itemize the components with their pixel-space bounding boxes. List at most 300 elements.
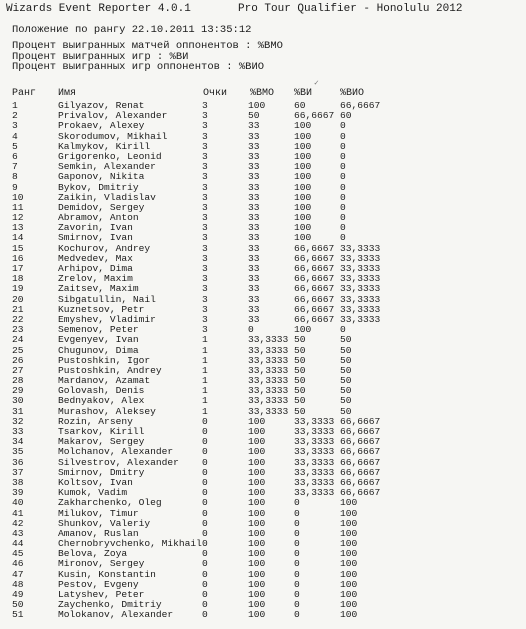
name-cell: Medvedev, Max xyxy=(58,253,133,264)
gw-cell: 66,6667 xyxy=(294,303,335,315)
omw-cell: 0 xyxy=(248,324,254,336)
gw-cell: 100 xyxy=(294,120,312,132)
table-row xyxy=(0,295,526,305)
table-row xyxy=(0,193,526,203)
ogw-cell: 0 xyxy=(340,130,346,142)
ogw-cell: 66,6667 xyxy=(340,456,381,468)
rank-cell: 35 xyxy=(12,446,24,458)
table-row xyxy=(0,610,526,620)
name-cell: Grigorenko, Leonid xyxy=(58,151,162,162)
ogw-cell: 100 xyxy=(340,578,358,590)
omw-cell: 33 xyxy=(248,303,260,315)
points-cell: 1 xyxy=(202,405,208,417)
name-cell: Golovash, Denis xyxy=(58,386,145,397)
rank-cell: 48 xyxy=(12,578,24,590)
points-cell: 1 xyxy=(202,344,208,356)
gw-cell: 100 xyxy=(294,212,312,224)
table-row xyxy=(0,213,526,223)
points-cell: 0 xyxy=(202,415,208,427)
ogw-cell: 100 xyxy=(340,538,358,550)
gw-cell: 100 xyxy=(294,201,312,213)
points-cell: 3 xyxy=(202,100,208,111)
ogw-cell: 50 xyxy=(340,395,352,407)
table-row xyxy=(0,121,526,131)
gw-cell: 0 xyxy=(294,517,300,529)
rank-cell: 41 xyxy=(12,507,24,519)
ogw-cell: 33,3333 xyxy=(340,263,381,274)
rank-cell: 3 xyxy=(12,120,18,132)
points-cell: 3 xyxy=(202,232,208,244)
omw-cell: 100 xyxy=(248,599,266,611)
omw-cell: 33 xyxy=(248,130,260,142)
ogw-cell: 100 xyxy=(340,497,358,509)
gw-cell: 100 xyxy=(294,140,312,152)
name-cell: Makarov, Sergey xyxy=(58,437,145,448)
omw-cell: 100 xyxy=(248,426,266,437)
table-row xyxy=(0,142,526,152)
omw-cell: 33 xyxy=(248,293,260,305)
ogw-cell: 100 xyxy=(340,609,358,621)
gw-cell: 100 xyxy=(294,171,312,183)
name-cell: Latyshev, Peter xyxy=(58,590,145,600)
points-cell: 1 xyxy=(202,385,208,397)
omw-cell: 33,3333 xyxy=(248,375,289,387)
points-cell: 3 xyxy=(202,110,208,122)
gw-cell: 66,6667 xyxy=(294,242,335,254)
rank-cell: 47 xyxy=(12,568,24,580)
legend-omw: Процент выигранных матчей оппонентов : %ВМО xyxy=(12,40,283,52)
points-cell: 0 xyxy=(202,476,208,488)
ogw-cell: 100 xyxy=(340,517,358,529)
ogw-cell: 33,3333 xyxy=(340,293,381,305)
standings-table xyxy=(0,101,526,621)
omw-cell: 33 xyxy=(248,313,260,325)
ogw-cell: 100 xyxy=(340,568,358,580)
gw-cell: 66,6667 xyxy=(294,263,335,274)
gw-cell: 50 xyxy=(294,375,306,387)
rank-cell: 19 xyxy=(12,283,24,295)
omw-cell: 100 xyxy=(248,568,266,580)
name-cell: Gaponov, Nikita xyxy=(58,172,145,183)
name-cell: Chernobryvchenko, Mikhail xyxy=(58,539,202,550)
rank-cell: 5 xyxy=(12,140,18,152)
ogw-cell: 0 xyxy=(340,324,346,336)
name-cell: Demidov, Sergey xyxy=(58,202,145,213)
ogw-cell: 100 xyxy=(340,558,358,570)
ogw-cell: 33,3333 xyxy=(340,252,381,264)
omw-cell: 33,3333 xyxy=(248,344,289,356)
name-cell: Mardanov, Azamat xyxy=(58,376,151,387)
gw-cell: 0 xyxy=(294,578,300,590)
ogw-cell: 100 xyxy=(340,548,358,560)
points-cell: 0 xyxy=(202,497,208,509)
rank-cell: 16 xyxy=(12,252,24,264)
table-row xyxy=(0,274,526,284)
ogw-cell: 50 xyxy=(340,354,352,366)
legend-ogw: Процент выигранных игр оппонентов : %ВИО xyxy=(12,61,265,73)
rank-cell: 22 xyxy=(12,313,24,325)
points-cell: 3 xyxy=(202,313,208,325)
gw-cell: 33,3333 xyxy=(294,436,335,448)
name-cell: Zrelov, Maxim xyxy=(58,274,133,285)
ogw-cell: 0 xyxy=(340,171,346,183)
column-header-rank: Ранг xyxy=(12,88,37,99)
column-header-omw: %ВМО xyxy=(250,88,275,99)
ogw-cell: 0 xyxy=(340,161,346,173)
rank-cell: 39 xyxy=(12,487,24,499)
name-cell: Milukov, Timur xyxy=(58,508,139,519)
omw-cell: 33 xyxy=(248,171,260,183)
omw-cell: 100 xyxy=(248,558,266,570)
ogw-cell: 66,6667 xyxy=(340,436,381,448)
gw-cell: 0 xyxy=(294,609,300,621)
points-cell: 0 xyxy=(202,578,208,590)
omw-cell: 100 xyxy=(248,609,266,621)
rank-cell: 23 xyxy=(12,324,24,336)
rank-cell: 37 xyxy=(12,466,24,478)
table-row xyxy=(0,315,526,325)
name-cell: Kusin, Konstantin xyxy=(58,569,156,580)
name-cell: Kuznetsov, Petr xyxy=(58,304,145,315)
omw-cell: 100 xyxy=(248,538,266,550)
gw-cell: 0 xyxy=(294,527,300,539)
ogw-cell: 0 xyxy=(340,212,346,224)
ogw-cell: 0 xyxy=(340,201,346,213)
rank-cell: 38 xyxy=(12,476,24,488)
name-cell: Gilyazov, Renat xyxy=(58,101,145,111)
omw-cell: 100 xyxy=(248,548,266,560)
column-header-points: Очки xyxy=(203,88,228,99)
name-cell: Shunkov, Valeriy xyxy=(58,518,151,529)
omw-cell: 33 xyxy=(248,181,260,193)
ogw-cell: 0 xyxy=(340,150,346,162)
rank-cell: 20 xyxy=(12,293,24,305)
points-cell: 3 xyxy=(202,324,208,336)
points-cell: 0 xyxy=(202,568,208,580)
omw-cell: 33 xyxy=(248,273,260,285)
ogw-cell: 66,6667 xyxy=(340,446,381,458)
points-cell: 0 xyxy=(202,558,208,570)
rank-cell: 4 xyxy=(12,130,18,142)
rank-cell: 30 xyxy=(12,395,24,407)
gw-cell: 60 xyxy=(294,100,306,111)
name-cell: Kochurov, Andrey xyxy=(58,243,151,254)
rank-cell: 29 xyxy=(12,385,24,397)
name-cell: Belova, Zoya xyxy=(58,549,128,560)
standings-date: Положение по рангу 22.10.2011 13:35:12 xyxy=(12,24,252,36)
rank-cell: 42 xyxy=(12,517,24,529)
ogw-cell: 0 xyxy=(340,181,346,193)
rank-cell: 28 xyxy=(12,375,24,387)
omw-cell: 33 xyxy=(248,252,260,264)
omw-cell: 100 xyxy=(248,456,266,468)
rank-cell: 25 xyxy=(12,344,24,356)
points-cell: 3 xyxy=(202,263,208,274)
gw-cell: 0 xyxy=(294,568,300,580)
ogw-cell: 50 xyxy=(340,344,352,356)
gw-cell: 0 xyxy=(294,599,300,611)
omw-cell: 33 xyxy=(248,140,260,152)
points-cell: 3 xyxy=(202,273,208,285)
table-row xyxy=(0,183,526,193)
rank-cell: 36 xyxy=(12,456,24,468)
name-cell: Zaitsev, Maxim xyxy=(58,284,139,295)
ogw-cell: 33,3333 xyxy=(340,273,381,285)
ogw-cell: 66,6667 xyxy=(340,426,381,437)
table-row xyxy=(0,335,526,345)
points-cell: 3 xyxy=(202,252,208,264)
name-cell: Smirnov, Ivan xyxy=(58,233,133,244)
scan-mark-icon: ✓ xyxy=(314,79,319,88)
ogw-cell: 100 xyxy=(340,507,358,519)
points-cell: 3 xyxy=(202,293,208,305)
rank-cell: 9 xyxy=(12,181,18,193)
ogw-cell: 66,6667 xyxy=(340,100,381,111)
points-cell: 0 xyxy=(202,456,208,468)
gw-cell: 0 xyxy=(294,589,300,600)
gw-cell: 66,6667 xyxy=(294,283,335,295)
ogw-cell: 33,3333 xyxy=(340,303,381,315)
ogw-cell: 33,3333 xyxy=(340,242,381,254)
gw-cell: 50 xyxy=(294,344,306,356)
gw-cell: 0 xyxy=(294,548,300,560)
rank-cell: 51 xyxy=(12,609,24,621)
rank-cell: 26 xyxy=(12,354,24,366)
rank-cell: 43 xyxy=(12,527,24,539)
rank-cell: 12 xyxy=(12,212,24,224)
omw-cell: 33,3333 xyxy=(248,385,289,397)
name-cell: Molokanov, Alexander xyxy=(58,610,174,621)
name-cell: Chugunov, Dima xyxy=(58,345,139,356)
rank-cell: 7 xyxy=(12,161,18,173)
ogw-cell: 50 xyxy=(340,364,352,376)
name-cell: Bykov, Dmitriy xyxy=(58,182,139,193)
table-row xyxy=(0,498,526,508)
points-cell: 1 xyxy=(202,334,208,346)
name-cell: Pestov, Evgeny xyxy=(58,579,139,590)
omw-cell: 100 xyxy=(248,415,266,427)
omw-cell: 33 xyxy=(248,150,260,162)
rank-cell: 46 xyxy=(12,558,24,570)
gw-cell: 33,3333 xyxy=(294,476,335,488)
points-cell: 0 xyxy=(202,589,208,600)
name-cell: Smirnov, Dmitry xyxy=(58,467,145,478)
gw-cell: 100 xyxy=(294,324,312,336)
column-header-name: Имя xyxy=(58,88,77,99)
ogw-cell: 60 xyxy=(340,110,352,122)
gw-cell: 0 xyxy=(294,507,300,519)
table-row xyxy=(0,305,526,315)
points-cell: 1 xyxy=(202,395,208,407)
rank-cell: 13 xyxy=(12,222,24,234)
points-cell: 0 xyxy=(202,487,208,499)
omw-cell: 100 xyxy=(248,466,266,478)
points-cell: 0 xyxy=(202,609,208,621)
gw-cell: 50 xyxy=(294,395,306,407)
points-cell: 1 xyxy=(202,354,208,366)
rank-cell: 6 xyxy=(12,150,18,162)
name-cell: Zavorin, Ivan xyxy=(58,223,133,234)
omw-cell: 33 xyxy=(248,212,260,224)
name-cell: Zaikin, Vladislav xyxy=(58,192,156,203)
gw-cell: 100 xyxy=(294,150,312,162)
points-cell: 3 xyxy=(202,212,208,224)
omw-cell: 100 xyxy=(248,507,266,519)
gw-cell: 33,3333 xyxy=(294,415,335,427)
table-row xyxy=(0,152,526,162)
omw-cell: 33 xyxy=(248,263,260,274)
name-cell: Koltsov, Ivan xyxy=(58,477,133,488)
points-cell: 0 xyxy=(202,466,208,478)
table-row xyxy=(0,254,526,264)
omw-cell: 100 xyxy=(248,517,266,529)
points-cell: 1 xyxy=(202,375,208,387)
name-cell: Amanov, Ruslan xyxy=(58,528,139,539)
table-row xyxy=(0,101,526,111)
omw-cell: 33 xyxy=(248,191,260,203)
rank-cell: 8 xyxy=(12,171,18,183)
omw-cell: 100 xyxy=(248,436,266,448)
gw-cell: 33,3333 xyxy=(294,466,335,478)
ogw-cell: 33,3333 xyxy=(340,283,381,295)
name-cell: Rozin, Arseny xyxy=(58,416,133,427)
gw-cell: 50 xyxy=(294,385,306,397)
omw-cell: 100 xyxy=(248,497,266,509)
ogw-cell: 66,6667 xyxy=(340,476,381,488)
points-cell: 3 xyxy=(202,201,208,213)
omw-cell: 100 xyxy=(248,527,266,539)
points-cell: 3 xyxy=(202,140,208,152)
ogw-cell: 0 xyxy=(340,222,346,234)
rank-cell: 14 xyxy=(12,232,24,244)
ogw-cell: 0 xyxy=(340,191,346,203)
name-cell: Silvestrov, Alexander xyxy=(58,457,179,468)
event-title: Pro Tour Qualifier - Honolulu 2012 xyxy=(238,3,463,15)
omw-cell: 33 xyxy=(248,201,260,213)
ogw-cell: 0 xyxy=(340,232,346,244)
points-cell: 0 xyxy=(202,446,208,458)
gw-cell: 100 xyxy=(294,232,312,244)
points-cell: 3 xyxy=(202,150,208,162)
rank-cell: 44 xyxy=(12,538,24,550)
gw-cell: 100 xyxy=(294,191,312,203)
ogw-cell: 100 xyxy=(340,589,358,600)
gw-cell: 33,3333 xyxy=(294,446,335,458)
points-cell: 3 xyxy=(202,283,208,295)
rank-cell: 18 xyxy=(12,273,24,285)
name-cell: Semkin, Alexander xyxy=(58,162,156,173)
ogw-cell: 50 xyxy=(340,385,352,397)
omw-cell: 100 xyxy=(248,578,266,590)
omw-cell: 33 xyxy=(248,232,260,244)
ogw-cell: 0 xyxy=(340,140,346,152)
table-row xyxy=(0,203,526,213)
name-cell: Prokaev, Alexey xyxy=(58,121,145,132)
name-cell: Murashov, Aleksey xyxy=(58,406,156,417)
rank-cell: 1 xyxy=(12,100,18,111)
points-cell: 0 xyxy=(202,436,208,448)
table-row xyxy=(0,233,526,243)
rank-cell: 2 xyxy=(12,110,18,122)
name-cell: Zakharchenko, Oleg xyxy=(58,498,162,509)
table-row xyxy=(0,172,526,182)
gw-cell: 50 xyxy=(294,405,306,417)
name-cell: Evgenyev, Ivan xyxy=(58,335,139,346)
gw-cell: 66,6667 xyxy=(294,313,335,325)
name-cell: Emyshev, Vladimir xyxy=(58,314,156,325)
rank-cell: 34 xyxy=(12,436,24,448)
points-cell: 0 xyxy=(202,548,208,560)
omw-cell: 33 xyxy=(248,242,260,254)
gw-cell: 50 xyxy=(294,364,306,376)
ogw-cell: 100 xyxy=(340,527,358,539)
name-cell: Pustoshkin, Andrey xyxy=(58,365,162,376)
name-cell: Zaychenko, Dmitriy xyxy=(58,600,162,611)
rank-cell: 17 xyxy=(12,263,24,274)
omw-cell: 33,3333 xyxy=(248,334,289,346)
points-cell: 1 xyxy=(202,364,208,376)
omw-cell: 33 xyxy=(248,283,260,295)
gw-cell: 100 xyxy=(294,181,312,193)
rank-cell: 24 xyxy=(12,334,24,346)
points-cell: 3 xyxy=(202,242,208,254)
points-cell: 3 xyxy=(202,161,208,173)
name-cell: Pustoshkin, Igor xyxy=(58,355,151,366)
name-cell: Kumok, Vadim xyxy=(58,488,128,499)
points-cell: 3 xyxy=(202,120,208,132)
omw-cell: 33,3333 xyxy=(248,395,289,407)
points-cell: 3 xyxy=(202,222,208,234)
name-cell: Skorodumov, Mikhail xyxy=(58,131,168,142)
ogw-cell: 66,6667 xyxy=(340,487,381,499)
omw-cell: 33 xyxy=(248,222,260,234)
rank-cell: 33 xyxy=(12,426,24,437)
rank-cell: 32 xyxy=(12,415,24,427)
gw-cell: 0 xyxy=(294,538,300,550)
ogw-cell: 50 xyxy=(340,334,352,346)
name-cell: Sibgatullin, Nail xyxy=(58,294,156,305)
gw-cell: 66,6667 xyxy=(294,273,335,285)
column-header-gw: %ВИ xyxy=(294,88,313,99)
name-cell: Semenov, Peter xyxy=(58,325,139,336)
gw-cell: 100 xyxy=(294,130,312,142)
name-cell: Privalov, Alexander xyxy=(58,111,168,122)
rank-cell: 40 xyxy=(12,497,24,509)
name-cell: Molchanov, Alexander xyxy=(58,447,174,458)
table-row xyxy=(0,244,526,254)
gw-cell: 100 xyxy=(294,222,312,234)
points-cell: 3 xyxy=(202,171,208,183)
omw-cell: 33,3333 xyxy=(248,354,289,366)
gw-cell: 66,6667 xyxy=(294,293,335,305)
omw-cell: 100 xyxy=(248,446,266,458)
omw-cell: 33,3333 xyxy=(248,364,289,376)
ogw-cell: 50 xyxy=(340,405,352,417)
omw-cell: 100 xyxy=(248,487,266,499)
rank-cell: 21 xyxy=(12,303,24,315)
gw-cell: 33,3333 xyxy=(294,487,335,499)
table-row xyxy=(0,111,526,121)
legend-gw: Процент выигранных игр : %ВИ xyxy=(12,50,189,63)
name-cell: Kalmykov, Kirill xyxy=(58,141,151,152)
gw-cell: 66,6667 xyxy=(294,252,335,264)
points-cell: 0 xyxy=(202,517,208,529)
table-row xyxy=(0,162,526,172)
gw-cell: 66,6667 xyxy=(294,110,335,122)
rank-cell: 11 xyxy=(12,201,24,213)
gw-cell: 50 xyxy=(294,354,306,366)
points-cell: 0 xyxy=(202,538,208,550)
